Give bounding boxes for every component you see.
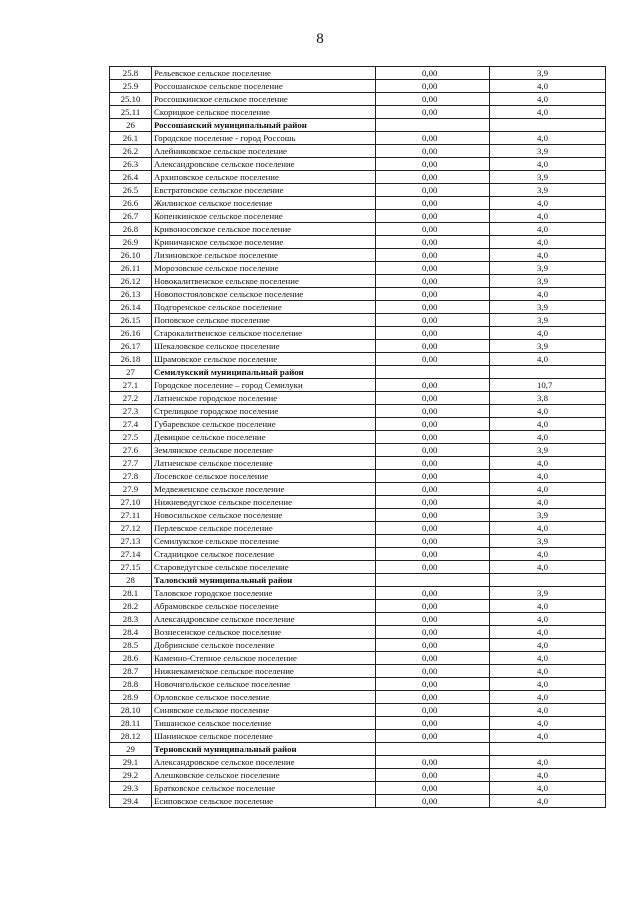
row-number-cell: 27.10 xyxy=(110,496,152,509)
settlement-name-cell: Перлевское сельское поселение xyxy=(152,522,376,535)
value-1-cell: 0,00 xyxy=(376,730,490,743)
settlement-name-cell: Жилинское сельское поселение xyxy=(152,197,376,210)
value-1-cell: 0,00 xyxy=(376,210,490,223)
settlement-name-cell: Орловское сельское поселение xyxy=(152,691,376,704)
row-number-cell: 27.7 xyxy=(110,457,152,470)
settlement-name-cell: Стадницкое сельское поселение xyxy=(152,548,376,561)
row-number-cell: 28 xyxy=(110,574,152,587)
row-number-cell: 27.12 xyxy=(110,522,152,535)
settlement-name-cell: Морозовское сельское поселение xyxy=(152,262,376,275)
row-number-cell: 27 xyxy=(110,366,152,379)
settlement-name-cell: Шекаловское сельское поселение xyxy=(152,340,376,353)
settlement-name-cell: Добринское сельское поселение xyxy=(152,639,376,652)
row-number-cell: 27.8 xyxy=(110,470,152,483)
row-number-cell: 28.12 xyxy=(110,730,152,743)
settlement-name-cell: Стрелицкое городское поселение xyxy=(152,405,376,418)
row-number-cell: 29.3 xyxy=(110,782,152,795)
value-1-cell: 0,00 xyxy=(376,223,490,236)
table-row xyxy=(110,93,606,106)
table-row xyxy=(110,626,606,639)
row-number-cell: 26.1 xyxy=(110,132,152,145)
table-row xyxy=(110,548,606,561)
value-2-cell: 4,0 xyxy=(490,470,606,483)
table-row xyxy=(110,288,606,301)
settlement-name-cell: Абрамовское сельское поселение xyxy=(152,600,376,613)
row-number-cell: 27.9 xyxy=(110,483,152,496)
value-2-cell: 4,0 xyxy=(490,613,606,626)
settlement-name-cell: Городское поселение – город Семилуки xyxy=(152,379,376,392)
value-2-cell: 4,0 xyxy=(490,782,606,795)
settlement-name-cell: Алешковское сельское поселение xyxy=(152,769,376,782)
value-2-cell: 4,0 xyxy=(490,652,606,665)
table-row xyxy=(110,132,606,145)
district-row xyxy=(110,366,606,379)
value-2-cell: 4,0 xyxy=(490,665,606,678)
row-number-cell: 26.18 xyxy=(110,353,152,366)
value-2-cell: 4,0 xyxy=(490,561,606,574)
row-number-cell: 29 xyxy=(110,743,152,756)
row-number-cell: 27.1 xyxy=(110,379,152,392)
table-row xyxy=(110,392,606,405)
value-1-cell: 0,00 xyxy=(376,756,490,769)
table-row xyxy=(110,470,606,483)
settlement-name-cell: Александровское сельское поселение xyxy=(152,613,376,626)
row-number-cell: 28.7 xyxy=(110,665,152,678)
value-1-cell: 0,00 xyxy=(376,795,490,808)
value-2-cell: 3,9 xyxy=(490,301,606,314)
value-2-cell xyxy=(490,119,606,132)
row-number-cell: 28.10 xyxy=(110,704,152,717)
settlement-name-cell: Медвеженское сельское поселение xyxy=(152,483,376,496)
value-1-cell: 0,00 xyxy=(376,704,490,717)
row-number-cell: 25.11 xyxy=(110,106,152,119)
row-number-cell: 28.3 xyxy=(110,613,152,626)
value-2-cell: 4,0 xyxy=(490,691,606,704)
row-number-cell: 28.5 xyxy=(110,639,152,652)
settlement-name-cell: Губаревское сельское поселение xyxy=(152,418,376,431)
table-row xyxy=(110,145,606,158)
row-number-cell: 27.15 xyxy=(110,561,152,574)
value-2-cell: 3,9 xyxy=(490,145,606,158)
value-1-cell: 0,00 xyxy=(376,145,490,158)
value-2-cell: 4,0 xyxy=(490,704,606,717)
row-number-cell: 29.2 xyxy=(110,769,152,782)
value-2-cell xyxy=(490,743,606,756)
value-2-cell: 4,0 xyxy=(490,210,606,223)
value-2-cell: 4,0 xyxy=(490,106,606,119)
value-2-cell: 4,0 xyxy=(490,418,606,431)
value-1-cell: 0,00 xyxy=(376,418,490,431)
value-1-cell: 0,00 xyxy=(376,769,490,782)
value-1-cell: 0,00 xyxy=(376,327,490,340)
value-2-cell: 3,9 xyxy=(490,184,606,197)
row-number-cell: 26.12 xyxy=(110,275,152,288)
value-1-cell: 0,00 xyxy=(376,535,490,548)
row-number-cell: 27.6 xyxy=(110,444,152,457)
row-number-cell: 26.15 xyxy=(110,314,152,327)
value-1-cell: 0,00 xyxy=(376,444,490,457)
row-number-cell: 27.3 xyxy=(110,405,152,418)
row-number-cell: 26.11 xyxy=(110,262,152,275)
settlement-name-cell: Старокалитвенское сельское поселение xyxy=(152,327,376,340)
value-2-cell: 4,0 xyxy=(490,288,606,301)
row-number-cell: 26.6 xyxy=(110,197,152,210)
settlement-name-cell: Синявское сельское поселение xyxy=(152,704,376,717)
row-number-cell: 28.11 xyxy=(110,717,152,730)
value-1-cell: 0,00 xyxy=(376,249,490,262)
row-number-cell: 27.13 xyxy=(110,535,152,548)
value-1-cell: 0,00 xyxy=(376,301,490,314)
row-number-cell: 26.13 xyxy=(110,288,152,301)
value-2-cell: 4,0 xyxy=(490,769,606,782)
settlement-name-cell: Алейниковское сельское поселение xyxy=(152,145,376,158)
settlement-name-cell: Подгоренское сельское поселение xyxy=(152,301,376,314)
table-row xyxy=(110,535,606,548)
value-2-cell: 3,9 xyxy=(490,67,606,80)
value-2-cell: 3,9 xyxy=(490,535,606,548)
settlement-name-cell: Нижнекаменское сельское поселение xyxy=(152,665,376,678)
value-1-cell xyxy=(376,574,490,587)
settlement-name-cell: Новосильское сельское поселение xyxy=(152,509,376,522)
settlement-name-cell: Городское поселение - город Россошь xyxy=(152,132,376,145)
table-row xyxy=(110,236,606,249)
value-1-cell: 0,00 xyxy=(376,496,490,509)
value-2-cell: 4,0 xyxy=(490,678,606,691)
table-row xyxy=(110,431,606,444)
table-row xyxy=(110,379,606,392)
value-2-cell: 3,9 xyxy=(490,314,606,327)
value-1-cell: 0,00 xyxy=(376,132,490,145)
table-row xyxy=(110,613,606,626)
row-number-cell: 27.14 xyxy=(110,548,152,561)
value-2-cell: 3,9 xyxy=(490,587,606,600)
settlement-name-cell: Архиповское сельское поселение xyxy=(152,171,376,184)
settlement-name-cell: Лосевское сельское поселение xyxy=(152,470,376,483)
row-number-cell: 29.1 xyxy=(110,756,152,769)
value-1-cell xyxy=(376,119,490,132)
value-1-cell: 0,00 xyxy=(376,782,490,795)
row-number-cell: 28.9 xyxy=(110,691,152,704)
value-2-cell: 4,0 xyxy=(490,522,606,535)
value-1-cell: 0,00 xyxy=(376,340,490,353)
settlement-name-cell: Скорицкое сельское поселение xyxy=(152,106,376,119)
value-2-cell: 4,0 xyxy=(490,223,606,236)
row-number-cell: 28.4 xyxy=(110,626,152,639)
value-2-cell xyxy=(490,366,606,379)
table-row xyxy=(110,184,606,197)
value-2-cell: 4,0 xyxy=(490,132,606,145)
table-row xyxy=(110,444,606,457)
table-row xyxy=(110,769,606,782)
row-number-cell: 28.8 xyxy=(110,678,152,691)
table-row xyxy=(110,275,606,288)
value-2-cell: 4,0 xyxy=(490,730,606,743)
value-2-cell: 4,0 xyxy=(490,457,606,470)
value-2-cell: 3,9 xyxy=(490,275,606,288)
table-row xyxy=(110,483,606,496)
table-row xyxy=(110,704,606,717)
table-row xyxy=(110,80,606,93)
settlement-name-cell: Таловский муниципальный район xyxy=(152,574,376,587)
value-2-cell: 3,9 xyxy=(490,444,606,457)
value-1-cell: 0,00 xyxy=(376,80,490,93)
value-1-cell: 0,00 xyxy=(376,93,490,106)
value-2-cell: 4,0 xyxy=(490,496,606,509)
settlement-name-cell: Рельевское сельское поселение xyxy=(152,67,376,80)
settlement-name-cell: Евстратовское сельское поселение xyxy=(152,184,376,197)
settlement-name-cell: Землянское сельское поселение xyxy=(152,444,376,457)
value-1-cell: 0,00 xyxy=(376,431,490,444)
value-1-cell: 0,00 xyxy=(376,587,490,600)
value-2-cell: 4,0 xyxy=(490,626,606,639)
table-body xyxy=(110,67,606,808)
value-2-cell: 4,0 xyxy=(490,80,606,93)
row-number-cell: 26.17 xyxy=(110,340,152,353)
table-row xyxy=(110,561,606,574)
row-number-cell: 27.11 xyxy=(110,509,152,522)
value-2-cell: 4,0 xyxy=(490,431,606,444)
value-2-cell: 4,0 xyxy=(490,405,606,418)
value-1-cell: 0,00 xyxy=(376,353,490,366)
table-row xyxy=(110,600,606,613)
row-number-cell: 26.2 xyxy=(110,145,152,158)
value-2-cell: 4,0 xyxy=(490,717,606,730)
settlement-name-cell: Лизиновское сельское поселение xyxy=(152,249,376,262)
row-number-cell: 28.6 xyxy=(110,652,152,665)
value-1-cell: 0,00 xyxy=(376,314,490,327)
value-1-cell: 0,00 xyxy=(376,483,490,496)
table-row xyxy=(110,223,606,236)
value-1-cell: 0,00 xyxy=(376,561,490,574)
table-row xyxy=(110,795,606,808)
table-row xyxy=(110,314,606,327)
value-1-cell: 0,00 xyxy=(376,470,490,483)
settlement-name-cell: Новокалитвенское сельское поселение xyxy=(152,275,376,288)
settlement-name-cell: Староведугское сельское поселение xyxy=(152,561,376,574)
row-number-cell: 25.9 xyxy=(110,80,152,93)
row-number-cell: 25.10 xyxy=(110,93,152,106)
value-1-cell: 0,00 xyxy=(376,67,490,80)
value-2-cell: 3,8 xyxy=(490,392,606,405)
value-1-cell: 0,00 xyxy=(376,626,490,639)
table-row xyxy=(110,405,606,418)
row-number-cell: 26.8 xyxy=(110,223,152,236)
district-row xyxy=(110,743,606,756)
table-row xyxy=(110,678,606,691)
value-2-cell: 3,9 xyxy=(490,340,606,353)
value-2-cell: 4,0 xyxy=(490,327,606,340)
table-row xyxy=(110,353,606,366)
value-1-cell: 0,00 xyxy=(376,600,490,613)
value-2-cell: 4,0 xyxy=(490,756,606,769)
value-1-cell: 0,00 xyxy=(376,457,490,470)
value-1-cell: 0,00 xyxy=(376,665,490,678)
settlement-name-cell: Новочигольское сельское поселение xyxy=(152,678,376,691)
row-number-cell: 26.14 xyxy=(110,301,152,314)
row-number-cell: 29.4 xyxy=(110,795,152,808)
value-1-cell: 0,00 xyxy=(376,405,490,418)
table-row xyxy=(110,327,606,340)
row-number-cell: 26.5 xyxy=(110,184,152,197)
table-row xyxy=(110,106,606,119)
table-row xyxy=(110,587,606,600)
value-2-cell: 4,0 xyxy=(490,600,606,613)
table-row xyxy=(110,522,606,535)
row-number-cell: 26.7 xyxy=(110,210,152,223)
row-number-cell: 27.5 xyxy=(110,431,152,444)
value-1-cell xyxy=(376,366,490,379)
table-row xyxy=(110,782,606,795)
row-number-cell: 26.10 xyxy=(110,249,152,262)
row-number-cell: 26.9 xyxy=(110,236,152,249)
settlement-name-cell: Александровское сельское поселение xyxy=(152,158,376,171)
value-1-cell: 0,00 xyxy=(376,678,490,691)
settlement-name-cell: Латненское городское поселение xyxy=(152,392,376,405)
table-row xyxy=(110,691,606,704)
value-2-cell: 10,7 xyxy=(490,379,606,392)
value-1-cell xyxy=(376,743,490,756)
value-1-cell: 0,00 xyxy=(376,379,490,392)
value-1-cell: 0,00 xyxy=(376,652,490,665)
value-2-cell: 4,0 xyxy=(490,483,606,496)
settlement-name-cell: Братковское сельское поселение xyxy=(152,782,376,795)
table-row xyxy=(110,171,606,184)
table-row xyxy=(110,197,606,210)
settlement-name-cell: Латненское сельское поселение xyxy=(152,457,376,470)
value-2-cell: 4,0 xyxy=(490,353,606,366)
value-2-cell: 4,0 xyxy=(490,795,606,808)
row-number-cell: 26.16 xyxy=(110,327,152,340)
value-2-cell: 4,0 xyxy=(490,236,606,249)
row-number-cell: 27.2 xyxy=(110,392,152,405)
value-1-cell: 0,00 xyxy=(376,392,490,405)
value-1-cell: 0,00 xyxy=(376,106,490,119)
value-2-cell: 4,0 xyxy=(490,158,606,171)
table-row xyxy=(110,67,606,80)
value-1-cell: 0,00 xyxy=(376,184,490,197)
settlement-name-cell: Есиповское сельское поселение xyxy=(152,795,376,808)
settlement-name-cell: Россошанский муниципальный район xyxy=(152,119,376,132)
row-number-cell: 28.1 xyxy=(110,587,152,600)
value-1-cell: 0,00 xyxy=(376,691,490,704)
value-1-cell: 0,00 xyxy=(376,548,490,561)
value-1-cell: 0,00 xyxy=(376,236,490,249)
value-2-cell: 4,0 xyxy=(490,249,606,262)
rates-table xyxy=(109,66,606,808)
table-row xyxy=(110,210,606,223)
settlement-name-cell: Кривоносовское сельское поселение xyxy=(152,223,376,236)
settlement-name-cell: Копенкинское сельское поселение xyxy=(152,210,376,223)
table-row xyxy=(110,301,606,314)
table-row xyxy=(110,665,606,678)
value-2-cell xyxy=(490,574,606,587)
table-row xyxy=(110,509,606,522)
table-row xyxy=(110,418,606,431)
value-1-cell: 0,00 xyxy=(376,288,490,301)
value-2-cell: 3,9 xyxy=(490,509,606,522)
settlement-name-cell: Вознесенское сельское поселение xyxy=(152,626,376,639)
value-1-cell: 0,00 xyxy=(376,275,490,288)
settlement-name-cell: Россошкинское сельское поселение xyxy=(152,93,376,106)
value-1-cell: 0,00 xyxy=(376,613,490,626)
settlement-name-cell: Семилукский муниципальный район xyxy=(152,366,376,379)
settlement-name-cell: Россошанское сельское поселение xyxy=(152,80,376,93)
table-row xyxy=(110,340,606,353)
table-row xyxy=(110,639,606,652)
settlement-name-cell: Нижневедугское сельское поселение xyxy=(152,496,376,509)
value-1-cell: 0,00 xyxy=(376,639,490,652)
settlement-name-cell: Криничанское сельское поселение xyxy=(152,236,376,249)
table-row xyxy=(110,249,606,262)
value-2-cell: 4,0 xyxy=(490,93,606,106)
row-number-cell: 28.2 xyxy=(110,600,152,613)
row-number-cell: 26.4 xyxy=(110,171,152,184)
settlement-name-cell: Тишанское сельское поселение xyxy=(152,717,376,730)
settlement-name-cell: Терновский муниципальный район xyxy=(152,743,376,756)
value-1-cell: 0,00 xyxy=(376,522,490,535)
settlement-name-cell: Шрамовское сельское поселение xyxy=(152,353,376,366)
table-row xyxy=(110,457,606,470)
table-row xyxy=(110,756,606,769)
row-number-cell: 26 xyxy=(110,119,152,132)
row-number-cell: 26.3 xyxy=(110,158,152,171)
settlement-name-cell: Новопостояловское сельское поселение xyxy=(152,288,376,301)
value-2-cell: 4,0 xyxy=(490,639,606,652)
district-row xyxy=(110,574,606,587)
value-1-cell: 0,00 xyxy=(376,197,490,210)
value-2-cell: 4,0 xyxy=(490,548,606,561)
table-row xyxy=(110,730,606,743)
settlement-name-cell: Девицкое сельское поселение xyxy=(152,431,376,444)
table-row xyxy=(110,158,606,171)
table-row xyxy=(110,717,606,730)
settlement-name-cell: Семилукское сельское поселение xyxy=(152,535,376,548)
page-number: 8 xyxy=(316,31,324,47)
value-1-cell: 0,00 xyxy=(376,158,490,171)
table-row xyxy=(110,262,606,275)
value-1-cell: 0,00 xyxy=(376,262,490,275)
value-2-cell: 3,9 xyxy=(490,171,606,184)
row-number-cell: 25.8 xyxy=(110,67,152,80)
value-1-cell: 0,00 xyxy=(376,171,490,184)
settlement-name-cell: Поповское сельское поселение xyxy=(152,314,376,327)
district-row xyxy=(110,119,606,132)
table-row xyxy=(110,652,606,665)
settlement-name-cell: Каменно-Степное сельское поселение xyxy=(152,652,376,665)
value-2-cell: 4,0 xyxy=(490,197,606,210)
value-2-cell: 3,9 xyxy=(490,262,606,275)
table-row xyxy=(110,496,606,509)
value-1-cell: 0,00 xyxy=(376,717,490,730)
value-1-cell: 0,00 xyxy=(376,509,490,522)
row-number-cell: 27.4 xyxy=(110,418,152,431)
settlement-name-cell: Таловское городское поселение xyxy=(152,587,376,600)
settlement-name-cell: Шанинское сельское поселение xyxy=(152,730,376,743)
settlement-name-cell: Александровское сельское поселение xyxy=(152,756,376,769)
